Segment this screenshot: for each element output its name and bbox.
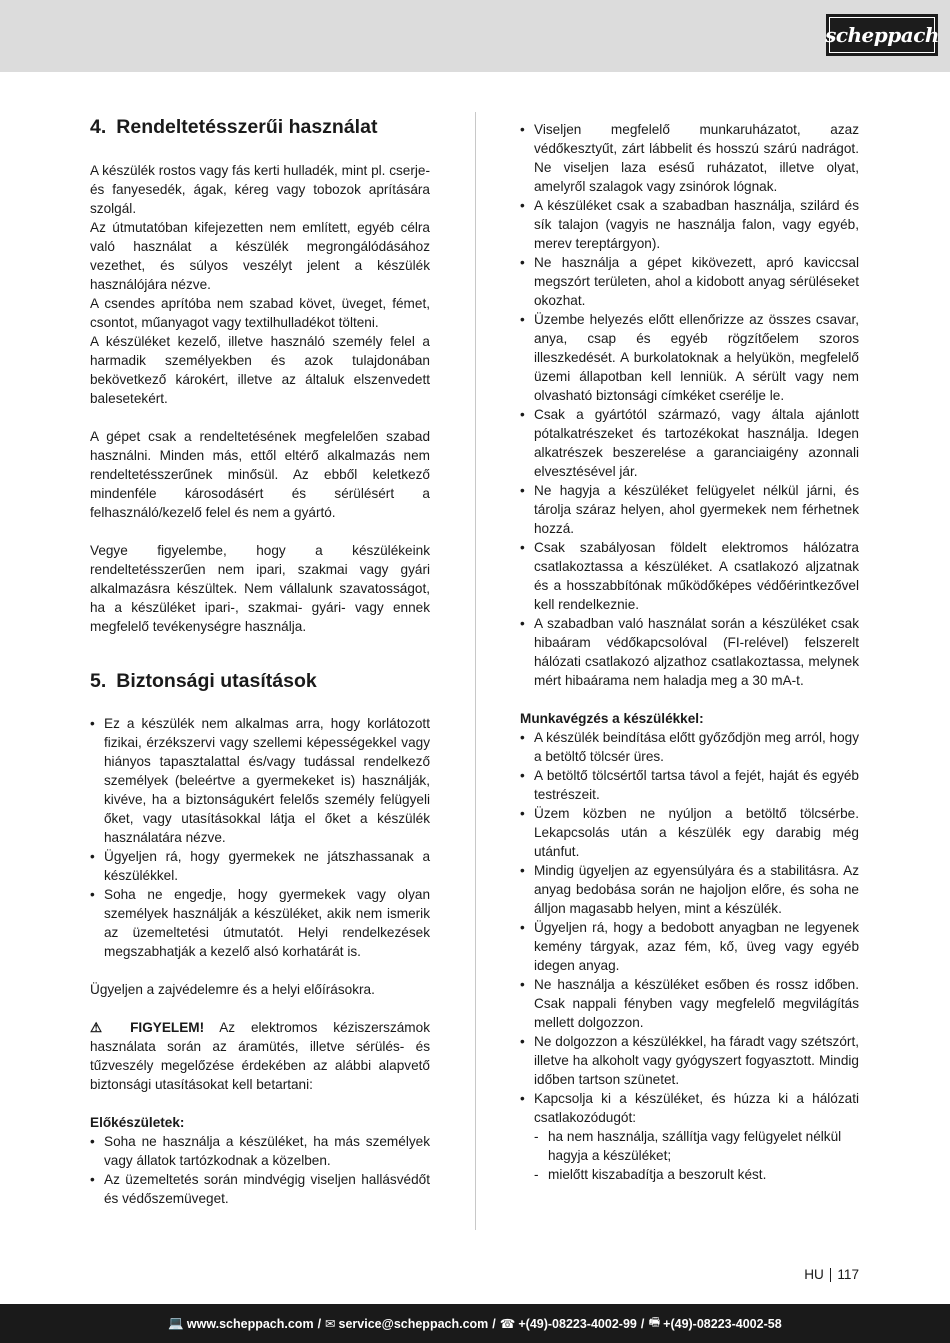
list-item: • A készüléket csak a szabadban használja, szilárd és sík talajon (vagyis ne használja falon, vagy egyéb, merev tereptárgyon).: [520, 196, 859, 253]
footer-bar: [0, 1304, 950, 1343]
list-item: [520, 1089, 859, 1184]
list-item: • Mindig ügyeljen az egyensúlyára és a stabilitásra. Az anyag bedobása során ne hajoljon előre, és soha ne álljon magasabb helyen, mint a készülék.: [520, 861, 859, 918]
column-divider: [475, 112, 476, 1230]
list-item: • Ügyeljen rá, hogy a bedobott anyagban ne legyenek kemény tárgyak, azaz fém, kő, üveg vagy egyéb idegen anyag.: [520, 918, 859, 975]
warning-icon: ⚠: [90, 1020, 115, 1035]
sub-list: [534, 1127, 859, 1184]
left-column: [90, 114, 430, 1208]
list-item: • Csak szabályosan földelt elektromos hálózatra csatlakoztassa a készüléket. A csatlakozó aljzatnak és a hosszabbítónak működőképes védőérintkezővel kell rendelkeznie.: [520, 538, 859, 614]
footer-separator: /: [317, 1316, 322, 1331]
work-list: [520, 728, 859, 1184]
fax-icon: 🖷: [648, 1315, 661, 1329]
intended-use-paragraph: A készülék rostos vagy fás kerti hulladék, mint pl. cserje- és fanyesedék, ágak, kéreg vagy tobozok aprítására szolgál.: [90, 163, 430, 216]
list-item: • Ügyeljen rá, hogy gyermekek ne játszhassanak a készülékkel.: [90, 847, 430, 885]
footer-separator: /: [492, 1316, 496, 1331]
section-5-title: Biztonsági utasítások: [116, 670, 317, 692]
footer-separator: /: [640, 1316, 645, 1331]
noise-note: Ügyeljen a zajvédelemre és a helyi előírásokra.: [90, 982, 375, 997]
preparations-list: [90, 1132, 430, 1208]
scheppach-logo: [826, 14, 938, 56]
warning-text: Az elektromos kéziszerszámok használata során az áramütés, illetve sérülés- és tűzveszély megelőzése érdekében az alábbi alapvető biztonsági utasításokat kell betartani:: [90, 1020, 430, 1092]
fax-number: +(49)-08223-4002-58: [663, 1316, 782, 1331]
safety-list: [90, 714, 430, 961]
list-item: • Az üzemeltetés során mindvégig viseljen hallásvédőt és védőszemüveget.: [90, 1170, 430, 1208]
list-item: • Üzembe helyezés előtt ellenőrizze az összes csavar, anya, csap és egyéb rögzítőelem szoros illeszkedését. A burkolatoknak a helyükön, megfelelő üzemi állapotban kell lenniük. A sérült vagy nem olvasható biztonsági címkéket cserélje le.: [520, 310, 859, 405]
logo-frame: [825, 17, 939, 53]
page-number-separator: [830, 1268, 832, 1282]
list-item-text: Kapcsolja ki a készüléket, és húzza ki a hálózati csatlakozódugót:: [534, 1091, 859, 1125]
list-item: • Ne használja a készüléket esőben és rossz időben. Csak nappali fényben vagy megfelelő megvilágítás mellett dolgozzon.: [520, 975, 859, 1032]
list-item: • Soha ne engedje, hogy gyermekek vagy olyan személyek használják a készüléket, akik nem ismerik az üzemeltetési útmutatót. Helyi rendelkezések megszabhatják a kezelő alsó korhatárát is.: [90, 885, 430, 961]
safety-list-continued: [520, 120, 859, 690]
list-item: • Ne hagyja a készüléket felügyelet nélkül járni, és tárolja száraz helyen, ahol gyermekek nem férhetnek hozzá.: [520, 481, 859, 538]
list-item: • A szabadban való használat során a készüléket csak hibaáram védőkapcsolóval (FI-relével) felszerelt hálózati csatlakozó aljzathoz csatlakoztassa, melynek mért hibaárama nem haladja meg a 30 mA-t.: [520, 614, 859, 690]
email-link[interactable]: service@scheppach.com: [338, 1316, 489, 1331]
list-item: • Ne dolgozzon a készülékkel, ha fáradt vagy szétszórt, illetve ha alkoholt vagy gyógyszert fogyasztott. Mindig időben tartson szünetet.: [520, 1032, 859, 1089]
sub-list-item: - mielőtt kiszabadítja a beszorult kést.: [534, 1165, 859, 1184]
intended-use-paragraph: Az útmutatóban kifejezetten nem említett, egyéb célra való használat a készülék megrongálódásához vezethet, és súlyos veszélyt jelent a készülék használójára nézve.: [90, 220, 430, 292]
website-link[interactable]: www.scheppach.com: [186, 1316, 314, 1331]
mail-icon: ✉: [325, 1317, 336, 1331]
work-heading: Munkavégzés a készülékkel:: [520, 711, 704, 726]
computer-icon: 💻: [168, 1316, 184, 1330]
header-bar: [0, 0, 950, 72]
section-4-heading: [90, 114, 430, 140]
warning-label: FIGYELEM!: [130, 1020, 205, 1035]
section-4-number: 4.: [90, 116, 107, 138]
list-item: • Csak a gyártótól származó, vagy általa ajánlott pótalkatrészeket és tartozékokat használja. Idegen alkatrészek beszerelése a garanciaigény azonnali elvesztésével jár.: [520, 405, 859, 481]
page-number-value: 117: [837, 1267, 859, 1282]
section-4-title: Rendeltetésszerűi használat: [116, 116, 378, 138]
list-item: • Üzem közben ne nyúljon a betöltő tölcsérbe. Lekapcsolás után a készülék egy darabig még utánfut.: [520, 804, 859, 861]
list-item: • A készülék beindítása előtt győződjön meg arról, hogy a betöltő tölcsér üres.: [520, 728, 859, 766]
page-number: [804, 1265, 859, 1284]
list-item: • A betöltő tölcsértől tartsa távol a fejét, haját és egyéb testrészeit.: [520, 766, 859, 804]
intended-use-paragraph: A gépet csak a rendeltetésének megfelelően szabad használni. Minden más, ettől eltérő alkalmazás nem rendeltetésszerűnek minősül. Az ebből keletkező mindenféle károsodásért és sérülésért a felhasználó/kezelő felel és nem a gyártó.: [90, 429, 430, 520]
sub-list-item: - ha nem használja, szállítja vagy felügyelet nélkül hagyja a készüléket;: [534, 1127, 859, 1165]
phone-icon: ☎: [499, 1317, 516, 1331]
language-code: HU: [804, 1267, 824, 1282]
phone-number: +(49)-08223-4002-99: [518, 1316, 637, 1331]
intended-use-paragraph: Vegye figyelembe, hogy a készülékeink rendeltetésszerűen nem ipari, szakmai vagy gyári alkalmazásra készültek. Nem vállalunk szavatosságot, ha a készüléket ipari-, szakmai- gyári- vagy ennek megfelelő tevékenységre használja.: [90, 543, 430, 634]
list-item: • Ez a készülék nem alkalmas arra, hogy korlátozott fizikai, érzékszervi vagy szellemi képességekkel vagy hiányos tapasztalattal és/vagy tudással rendelkező személyek (beleértve a gyermekeket is) használják, kivéve, ha a biztonságukért felelős személy felügyeli őket, vagy utasításokkal látja el őket a készülék használatára nézve.: [90, 714, 430, 847]
section-5-heading: [90, 668, 430, 694]
intended-use-paragraph: A készüléket kezelő, illetve használó személy felel a harmadik személyekben és azok tulajdonában bekövetkező károkért, illetve az általuk elszenvedett balesetekért.: [90, 334, 430, 406]
list-item: • Soha ne használja a készüléket, ha más személyek vagy állatok tartózkodnak a közelben.: [90, 1132, 430, 1170]
list-item: • Viseljen megfelelő munkaruházatot, azaz védőkesztyűt, zárt lábbelit és hosszú szárú nadrágot. Ne viseljen laza esésű ruházatot, illetve olyat, amelyről szalagok vagy zsinórok lógnak.: [520, 120, 859, 196]
section-5-number: 5.: [90, 670, 107, 692]
warning-paragraph: [90, 1018, 430, 1094]
list-item: • Ne használja a gépet kikövezett, apró kaviccsal megszórt területen, ahol a kidobott anyag sérüléseket okozhat.: [520, 253, 859, 310]
right-column: [520, 120, 859, 1184]
preparations-heading: Előkészületek:: [90, 1115, 185, 1130]
logo-text: scheppach: [825, 23, 939, 47]
intended-use-paragraph: A csendes aprítóba nem szabad követ, üveget, fémet, csontot, műanyagot vagy textilhulladékot tölteni.: [90, 296, 430, 330]
